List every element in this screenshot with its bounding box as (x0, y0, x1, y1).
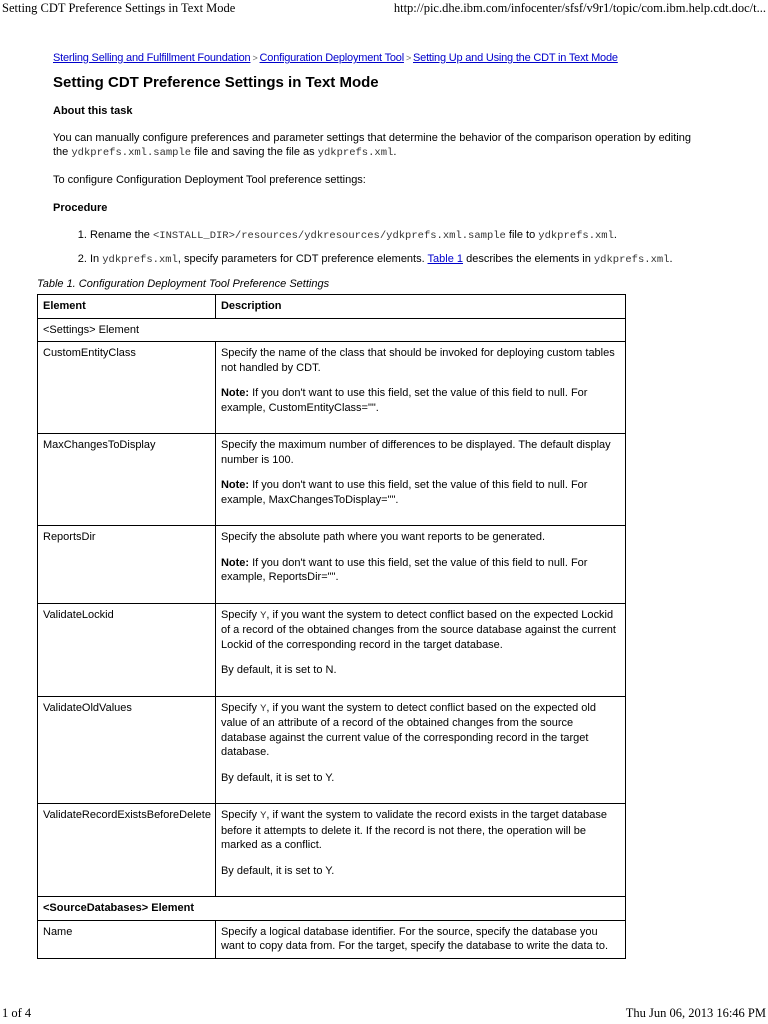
code-value: Y (260, 810, 267, 822)
breadcrumb-separator: > (252, 53, 258, 63)
note-text: If you don't want to use this field, set the value of this field to null. For example, ReportsDir="". (220, 556, 588, 583)
note-text: If you don't want to use this field, set the value of this field to null. For example, MaxChangesToDisplay="". (220, 479, 588, 506)
table-row (38, 920, 626, 958)
page-title: Setting CDT Preference Settings in Text Mode (53, 73, 379, 91)
element-name: ValidateLockid (38, 603, 216, 696)
description-text: Specify a logical database identifier. For the source, specify the database you want to copy data from. For the target, specify the database to write the data to. (220, 925, 608, 952)
element-name: Name (38, 920, 216, 958)
text: Specify (220, 608, 258, 621)
table-header-row (38, 295, 626, 319)
column-header-description: Description (215, 295, 625, 319)
description-text: Specify the maximum number of differences to be displayed. The default display number is 100. (220, 439, 611, 466)
breadcrumb-link-1[interactable]: Sterling Selling and Fulfillment Foundation (53, 52, 251, 64)
section-row (38, 318, 626, 342)
code-filename: ydkprefs.xml (317, 147, 394, 159)
note (221, 478, 621, 507)
code-path: <INSTALL_DIR>/resources/ydkresources/ydkprefs.xml.sample (153, 229, 506, 242)
table-row (38, 526, 626, 604)
text: Rename the (90, 228, 150, 241)
table-row (38, 434, 626, 526)
default-text: By default, it is set to Y. (220, 771, 335, 784)
note-label: Note: (220, 387, 250, 399)
element-name: CustomEntityClass (38, 342, 216, 434)
column-header-element: Element (38, 295, 216, 319)
preference-table (37, 294, 626, 959)
section-settings: <Settings> Element (38, 318, 626, 342)
text: file and saving the file as (194, 146, 315, 158)
note-text: If you don't want to use this field, set the value of this field to null. For example, CustomEntityClass="". (220, 387, 588, 414)
text: . (613, 228, 617, 241)
print-datetime: Thu Jun 06, 2013 16:46 PM (625, 1006, 766, 1020)
procedure-heading: Procedure (53, 202, 108, 214)
breadcrumb-link-2[interactable]: Configuration Deployment Tool (259, 52, 404, 64)
default-text: By default, it is set to N. (220, 664, 337, 676)
about-paragraph (53, 131, 693, 161)
code-value: Y (260, 609, 267, 622)
text: describes the elements in (466, 253, 591, 265)
section-source-databases: <SourceDatabases> Element (38, 897, 626, 921)
text: file to (508, 228, 536, 241)
description-text (221, 608, 621, 653)
code-filename: ydkprefs.xml (102, 254, 178, 266)
procedure-steps (53, 228, 693, 268)
breadcrumb-separator: > (405, 53, 412, 63)
element-description (215, 342, 625, 434)
description-text (221, 808, 621, 853)
print-footer (0, 1004, 768, 1024)
text: Specify (220, 701, 258, 714)
note (221, 556, 621, 585)
element-name: ValidateRecordExistsBeforeDelete (38, 804, 216, 897)
element-description (215, 526, 625, 604)
table-row (38, 603, 626, 696)
text: , if want the system to validate the record exists in the target database before it attempts to delete it. If the record is not there, the operation will be marked as a conflict. (220, 809, 607, 851)
about-heading: About this task (53, 105, 133, 117)
element-description (215, 696, 625, 804)
element-name: MaxChangesToDisplay (38, 434, 216, 526)
header-title: Setting CDT Preference Settings in Text Mode (2, 1, 236, 15)
section-row (38, 897, 626, 921)
note-label: Note: (220, 479, 250, 491)
code-value: Y (260, 702, 267, 715)
element-name: ReportsDir (38, 526, 216, 604)
text: . (669, 253, 673, 265)
code-filename: ydkprefs.xml (593, 254, 670, 266)
step-1 (90, 228, 693, 244)
code-filename: ydkprefs.xml (538, 229, 614, 242)
article (37, 51, 693, 959)
element-description (215, 804, 625, 897)
table-caption: Table 1. Configuration Deployment Tool Preference Settings (37, 277, 330, 290)
text: , if you want the system to detect conflict based on the expected Lockid of a record of the obtained changes from the source database against the current Lockid of the corresponding record in the target database. (220, 608, 616, 651)
description-text: Specify the absolute path where you want reports to be generated. (220, 531, 546, 543)
element-name: ValidateOldValues (38, 696, 216, 804)
element-description (215, 920, 625, 958)
print-header (0, 0, 768, 18)
intro-paragraph: To configure Configuration Deployment Tool preference settings: (53, 173, 366, 186)
table-row (38, 804, 626, 897)
text: . (393, 146, 397, 158)
description-text (221, 701, 621, 760)
page-number: 1 of 4 (2, 1006, 32, 1020)
table-row (38, 696, 626, 804)
note (221, 386, 621, 415)
element-description (215, 434, 625, 526)
note-label: Note: (220, 556, 250, 569)
table-row (38, 342, 626, 434)
text: Specify (220, 809, 258, 821)
description-text: Specify the name of the class that should be invoked for deploying custom tables not handled by CDT. (220, 347, 615, 374)
header-url: http://pic.dhe.ibm.com/infocenter/sfsf/v9r1/topic/com.ibm.help.cdt.doc/t... (393, 1, 766, 15)
breadcrumb-link-3[interactable]: Setting Up and Using the CDT in Text Mode (413, 52, 618, 64)
text: You can manually configure preferences and parameter settings that determine the behavior of the comparison operation by editing the (53, 131, 691, 158)
breadcrumb (53, 51, 693, 66)
text: , specify parameters for CDT preference elements. (177, 253, 425, 265)
step-2 (90, 252, 693, 268)
element-description (215, 603, 625, 696)
table-1-link[interactable]: Table 1 (427, 253, 464, 265)
code-filename: ydkprefs.xml.sample (71, 147, 192, 159)
text: In (90, 253, 100, 265)
text: , if you want the system to detect conflict based on the expected old value of an attribute of a record of the obtained changes from the source database against the current value of the corresponding record in the target database. (220, 701, 596, 758)
default-text: By default, it is set to Y. (220, 864, 335, 877)
